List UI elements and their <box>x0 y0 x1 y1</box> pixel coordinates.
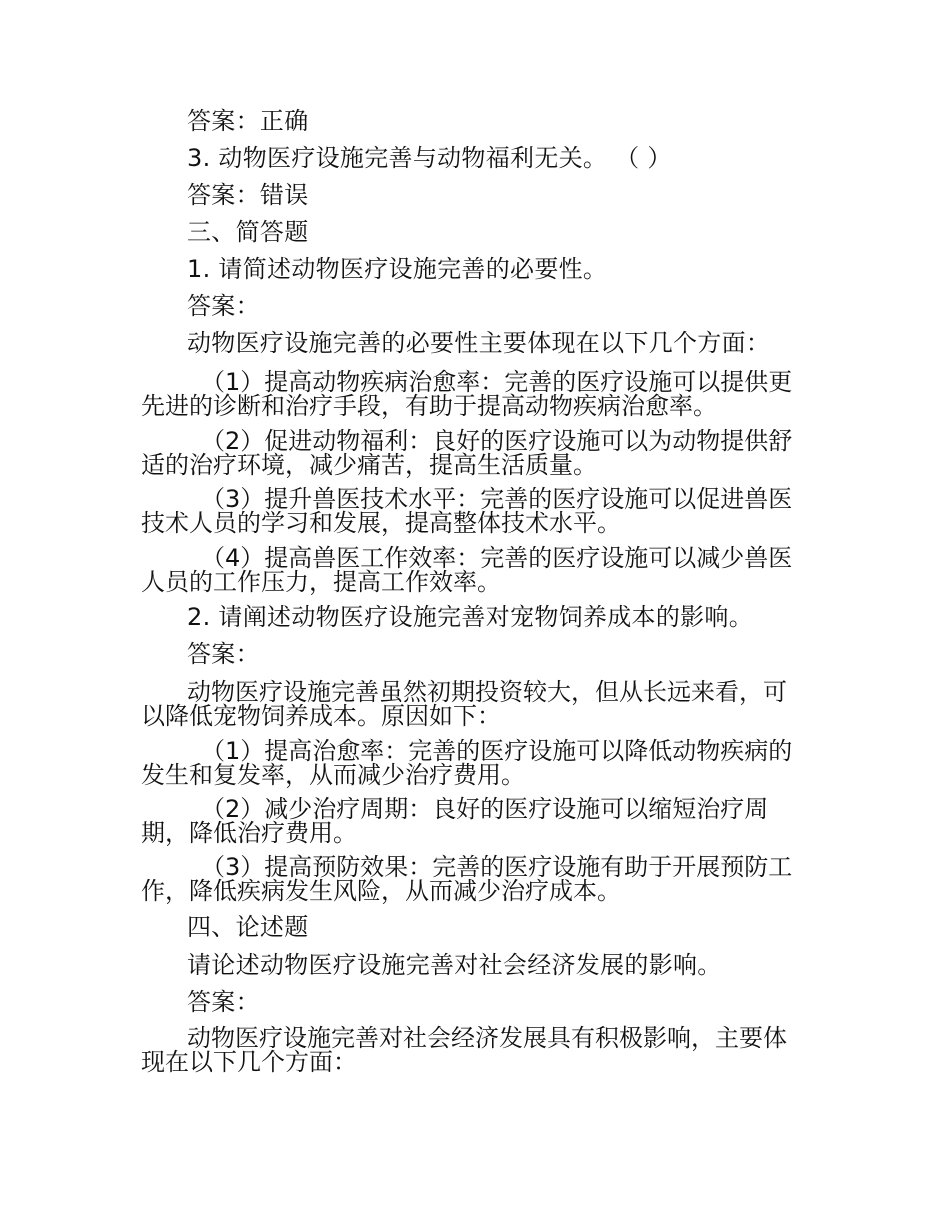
answer-label-2: 答案： <box>187 640 260 668</box>
answer-correct: 答案：正确 <box>187 107 309 135</box>
answer-1-point-2: （2）促进动物福利：良好的医疗设施可以为动物提供舒 适的治疗环境，减少痛苦，提高生活质量。 <box>141 427 793 479</box>
answer-2-point-3: （3）提高预防效果：完善的医疗设施有助于开展预防工 作，降低疾病发生风险，从而减少治疗成本。 <box>141 853 793 905</box>
answer-1-point-4: （4）提高兽医工作效率：完善的医疗设施可以减少兽医 人员的工作压力，提高工作效率。 <box>141 544 793 596</box>
answer-1-point-1: （1）提高动物疾病治愈率：完善的医疗设施可以提供更 先进的诊断和治疗手段，有助于提高动物疾病治愈率。 <box>141 368 793 420</box>
answer-wrong: 答案：错误 <box>187 181 309 209</box>
answer-label-1: 答案： <box>187 292 260 320</box>
section-heading-essay: 四、论述题 <box>187 913 309 941</box>
section-heading-short-answer: 三、简答题 <box>187 218 309 246</box>
answer-3-intro: 动物医疗设施完善对社会经济发展具有积极影响，主要体 现在以下几个方面： <box>141 1024 787 1076</box>
short-question-1: 1. 请简述动物医疗设施完善的必要性。 <box>187 255 608 283</box>
answer-label-3: 答案： <box>187 988 260 1016</box>
question-3: 3. 动物医疗设施完善与动物福利无关。 （ ） <box>187 144 672 172</box>
short-question-2: 2. 请阐述动物医疗设施完善对宠物饲养成本的影响。 <box>187 603 754 631</box>
answer-1-intro: 动物医疗设施完善的必要性主要体现在以下几个方面： <box>187 329 771 357</box>
answer-2-intro: 动物医疗设施完善虽然初期投资较大，但从长远来看，可 以降低宠物饲养成本。原因如下： <box>141 678 787 730</box>
essay-question: 请论述动物医疗设施完善对社会经济发展的影响。 <box>187 951 722 979</box>
answer-1-point-3: （3）提升兽医技术水平：完善的医疗设施可以促进兽医 技术人员的学习和发展，提高整体技术水平。 <box>141 485 793 537</box>
answer-2-point-1: （1）提高治愈率：完善的医疗设施可以降低动物疾病的 发生和复发率，从而减少治疗费用。 <box>141 737 793 789</box>
answer-2-point-2: （2）减少治疗周期：良好的医疗设施可以缩短治疗周 期，降低治疗费用。 <box>141 795 769 847</box>
